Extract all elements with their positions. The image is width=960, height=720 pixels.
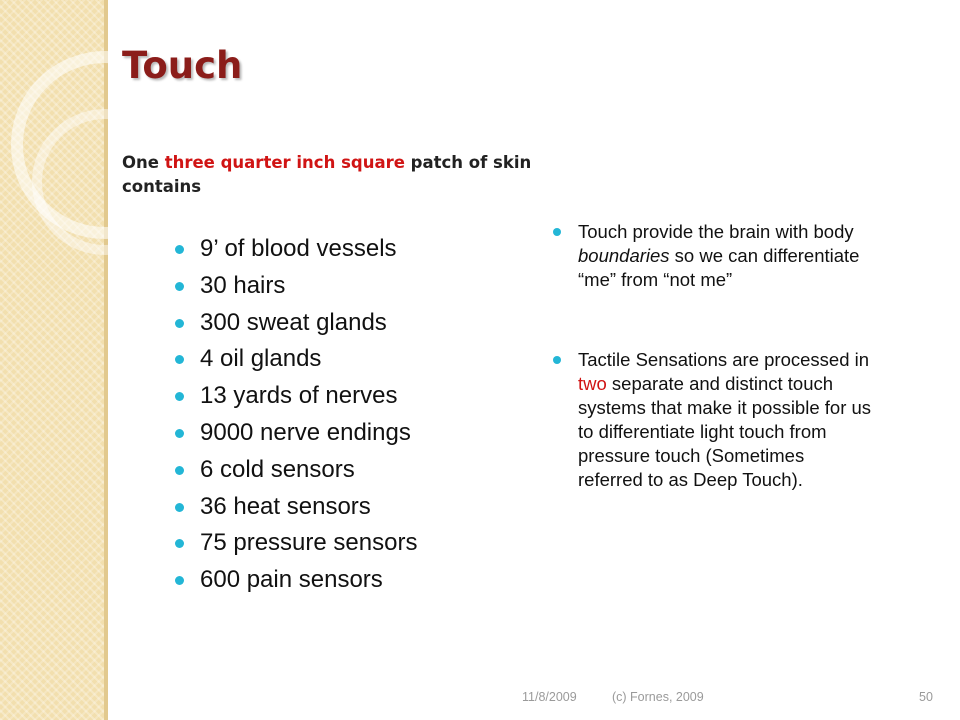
note-2-part-b: separate and distinct touch systems that make it possible for us to differentiate light touch from pressure touch (Sometimes referred to as Deep Touch). — [578, 373, 872, 490]
footer-date: 11/8/2009 — [522, 690, 577, 704]
note-2-part-a: Tactile Sensations are processed in — [578, 349, 870, 370]
fact-item: 9000 nerve endings — [175, 416, 417, 453]
decorative-rings — [0, 0, 140, 300]
note-2-highlight: two — [578, 373, 607, 394]
note-boundaries — [553, 220, 873, 292]
fact-item: 36 heat sensors — [175, 490, 417, 527]
intro-highlight: three quarter inch square — [164, 153, 405, 172]
intro-text — [122, 151, 542, 199]
note-1-part-b: so we can differentiate “me” from “not me” — [578, 245, 860, 290]
skin-facts-list — [175, 232, 417, 600]
footer-page-number: 50 — [919, 690, 933, 704]
slide-title: Touch — [122, 44, 243, 87]
footer-copyright: (c) Fornes, 2009 — [612, 690, 704, 704]
note-1-italic: boundaries — [578, 245, 670, 266]
fact-item: 300 sweat glands — [175, 306, 417, 343]
fact-item: 30 hairs — [175, 269, 417, 306]
touch-notes-list — [553, 220, 873, 492]
note-tactile-sensations — [553, 348, 873, 492]
fact-item: 13 yards of nerves — [175, 379, 417, 416]
fact-item: 4 oil glands — [175, 342, 417, 379]
fact-item: 600 pain sensors — [175, 563, 417, 600]
fact-item: 6 cold sensors — [175, 453, 417, 490]
intro-part-2: patch of skin contains — [122, 153, 532, 196]
fact-item: 9’ of blood vessels — [175, 232, 417, 269]
intro-part-1: One — [122, 153, 165, 172]
fact-item: 75 pressure sensors — [175, 526, 417, 563]
note-1-part-a: Touch provide the brain with body — [578, 221, 854, 242]
